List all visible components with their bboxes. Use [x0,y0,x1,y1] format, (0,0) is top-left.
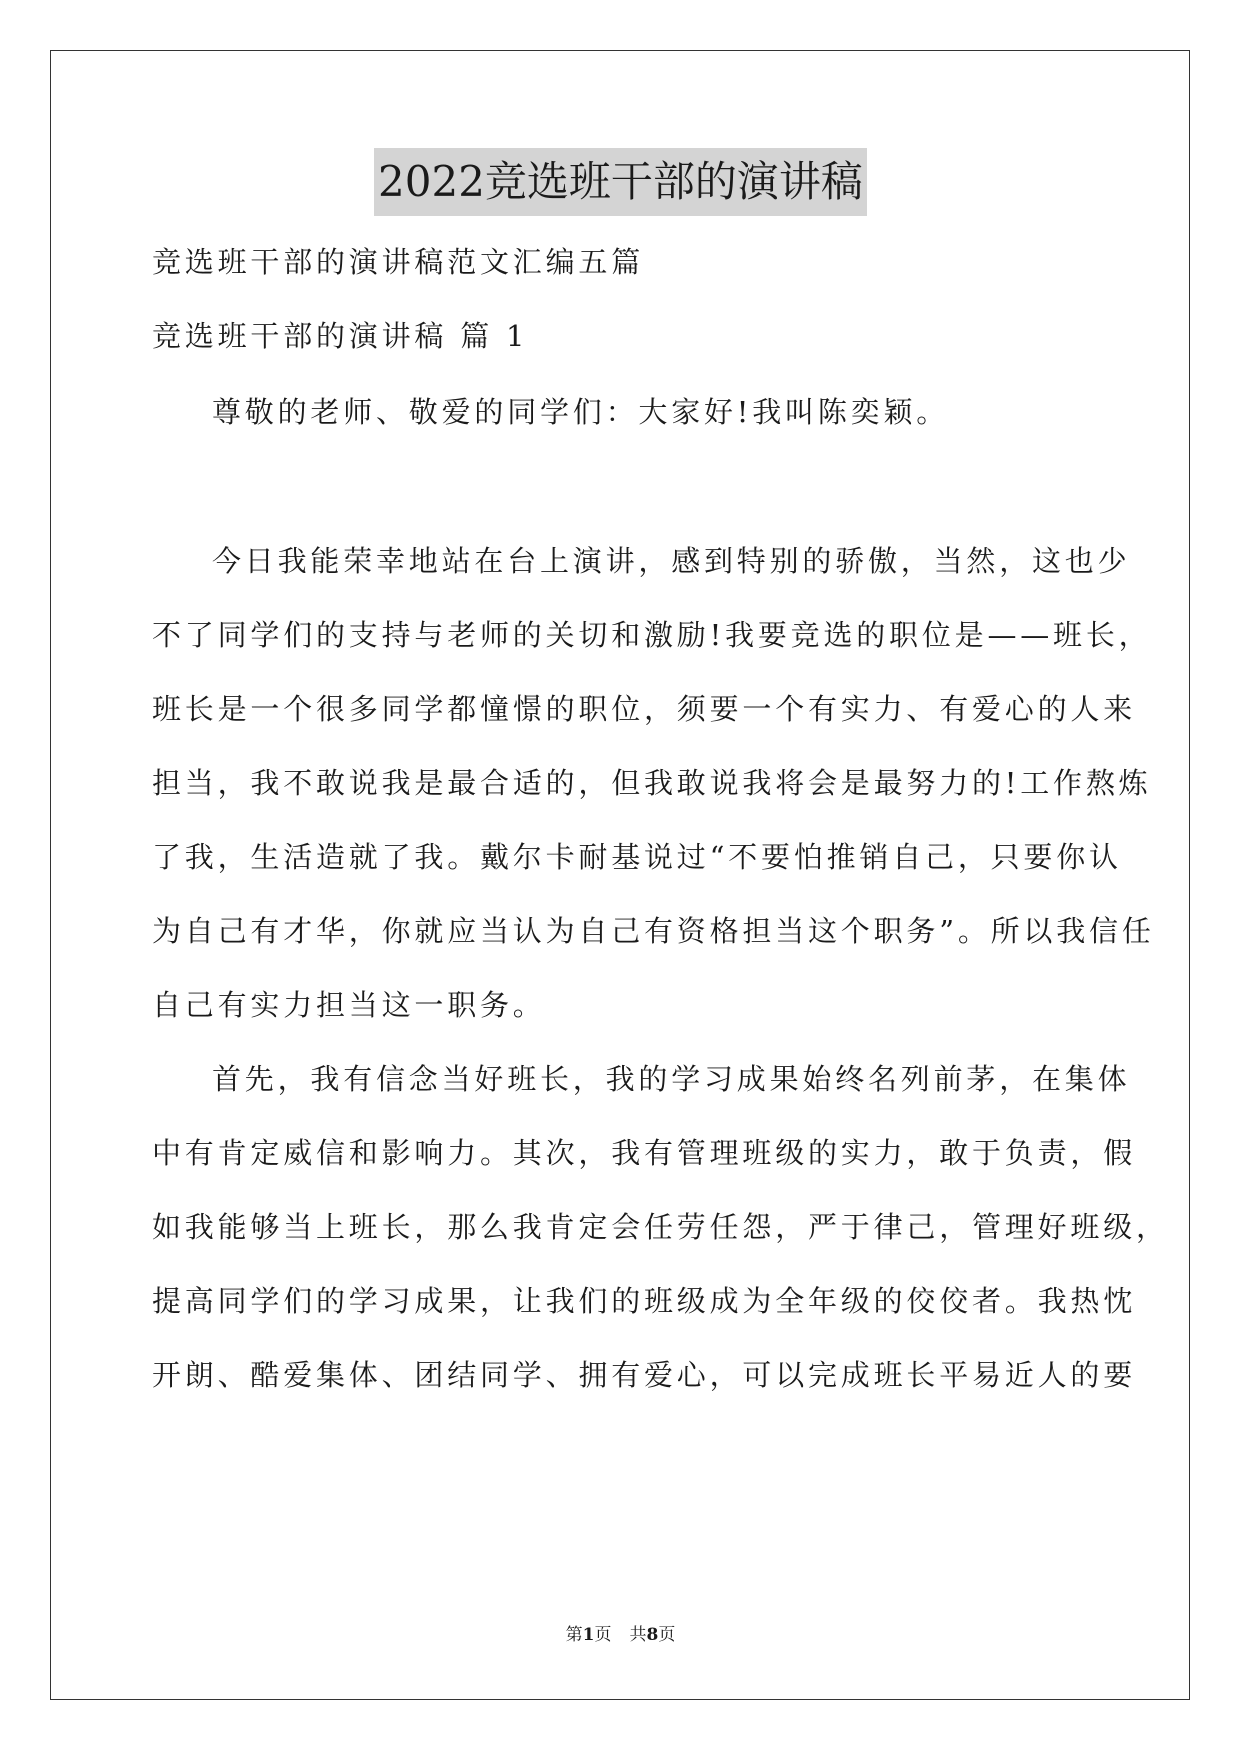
paragraph2-line: 中有肯定威信和影响力。其次，我有管理班级的实力，敢于负责，假 [152,1136,1137,1170]
paragraph1-line: 为自己有才华，你就应当认为自己有资格担当这个职务”。所以我信任 [152,914,1155,948]
page-suffix: 页 [594,1625,612,1645]
paragraph1-line: 班长是一个很多同学都憧憬的职位，须要一个有实力、有爱心的人来 [152,692,1137,726]
page-prefix: 第 [565,1625,583,1645]
paragraph1-line: 不了同学们的支持与老师的关切和激励!我要竞选的职位是——班长， [152,618,1152,652]
total-prefix: 共 [629,1625,647,1645]
subtitle: 竞选班干部的演讲稿范文汇编五篇 [152,245,645,279]
paragraph2-line: 开朗、酷爱集体、团结同学、拥有爱心，可以完成班长平易近人的要 [152,1358,1137,1392]
paragraph2-line: 如我能够当上班长，那么我肯定会任劳任怨，严于律己，管理好班级， [152,1210,1169,1244]
page-footer [0,1623,1241,1647]
paragraph2-line: 提高同学们的学习成果，让我们的班级成为全年级的佼佼者。我热忱 [152,1284,1137,1318]
document-title: 2022竞选班干部的演讲稿 [374,148,867,216]
paragraph1-line: 担当，我不敢说我是最合适的，但我敢说我将会是最努力的!工作熬炼 [152,766,1152,800]
page-total: 8 [646,1625,659,1645]
page-current: 1 [582,1625,595,1645]
title-container [0,148,1241,216]
greeting-line: 尊敬的老师、敬爱的同学们：大家好!我叫陈奕颖。 [212,395,950,429]
paragraph1-line: 今日我能荣幸地站在台上演讲，感到特别的骄傲，当然，这也少 [212,544,1131,578]
total-suffix: 页 [658,1625,676,1645]
paragraph2-line: 首先，我有信念当好班长，我的学习成果始终名列前茅，在集体 [212,1062,1131,1096]
section-heading: 竞选班干部的演讲稿 篇 1 [152,319,529,353]
paragraph1-line: 自己有实力担当这一职务。 [152,988,546,1022]
paragraph1-line: 了我，生活造就了我。戴尔卡耐基说过“不要怕推销自己，只要你认 [152,840,1122,874]
